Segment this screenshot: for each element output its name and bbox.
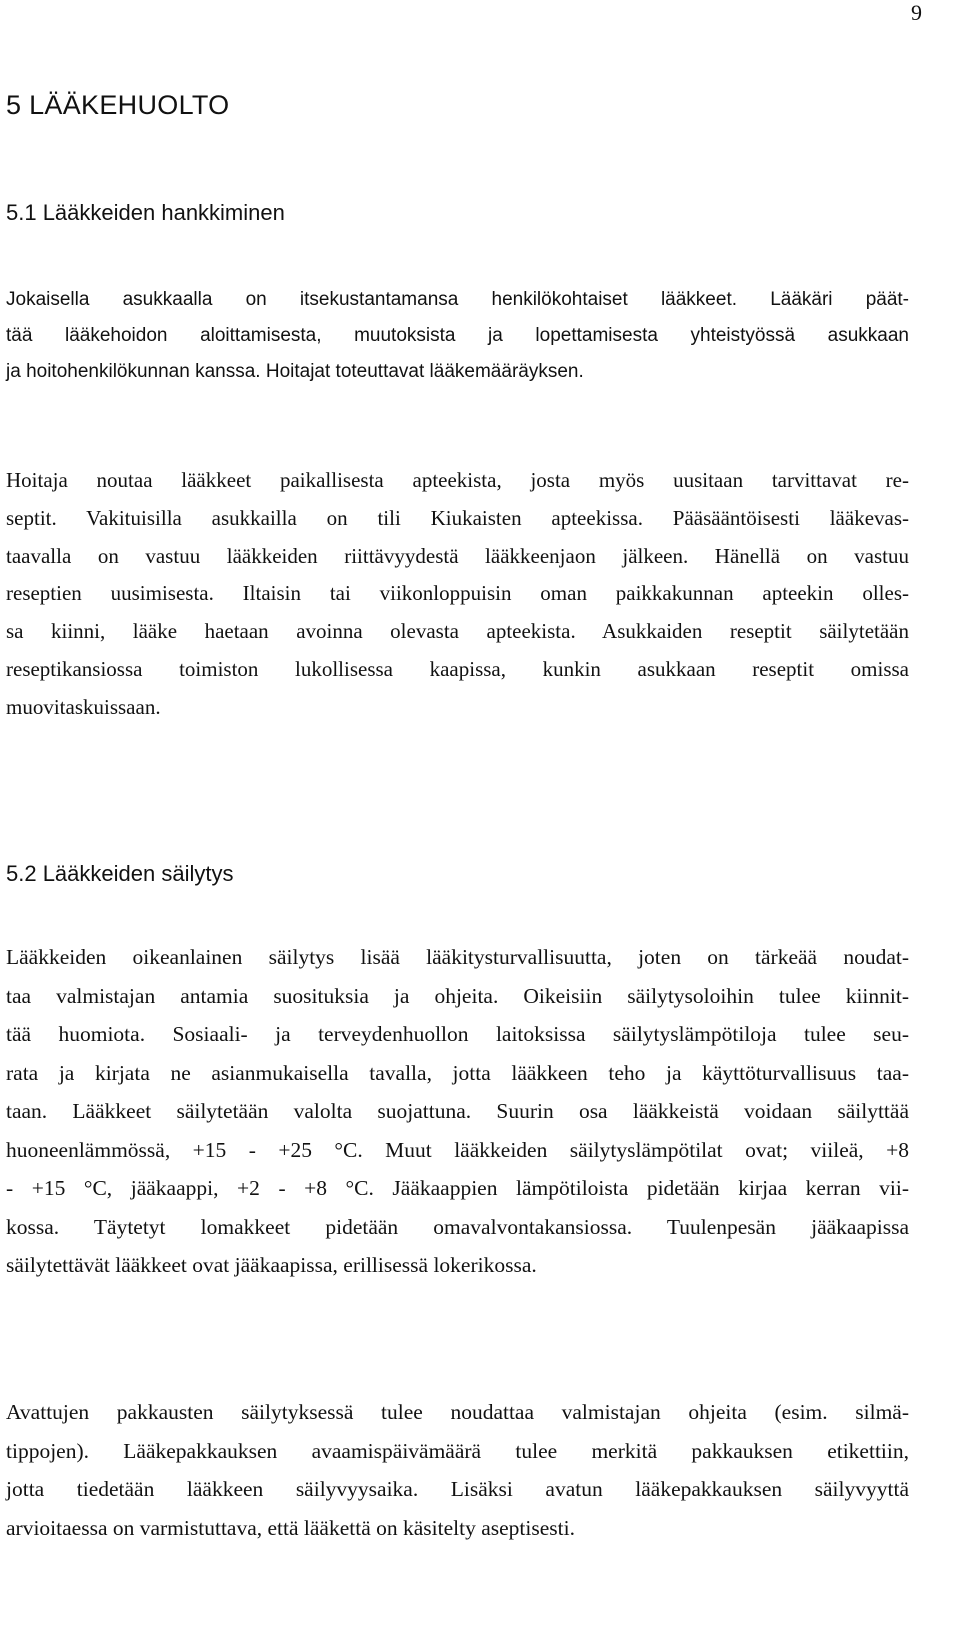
text-line: kossa. Täytetyt lomakkeet pidetään omavalvontakansiossa. Tuulenpesän jääkaapissa — [6, 1214, 909, 1239]
text-line: huoneenlämmössä, +15 - +25 °C. Muut lääkkeiden säilytyslämpötilat ovat; viileä, +8 — [6, 1137, 909, 1162]
paragraph-opened-packages — [6, 1393, 909, 1547]
text-line: sa kiinni, lääke haetaan avoinna olevasta apteekista. Asukkaiden reseptit säilytetään — [6, 619, 909, 644]
text-line: rata ja kirjata ne asianmukaisella tavalla, jotta lääkkeen teho ja käyttöturvallisuus taa- — [6, 1060, 909, 1085]
paragraph-medication-responsibility — [6, 282, 909, 390]
chapter-heading: 5 LÄÄKEHUOLTO — [6, 90, 230, 120]
section-heading-5-1: 5.1 Lääkkeiden hankkiminen — [6, 200, 285, 225]
text-line: taan. Lääkkeet säilytetään valolta suojattuna. Suurin osa lääkkeistä voidaan säilyttää — [6, 1099, 909, 1123]
text-line: jotta tiedetään lääkkeen säilyvyysaika. Lisäksi avatun lääkepakkauksen säilyvyyttä — [6, 1477, 909, 1501]
text-line: Jokaisella asukkaalla on itsekustantamansa henkilökohtaiset lääkkeet. Lääkäri päät- — [6, 289, 909, 310]
text-line: - +15 °C, jääkaappi, +2 - +8 °C. Jääkaappien lämpötiloista pidetään kirjaa kerran vii- — [6, 1176, 909, 1200]
text-line: Lääkkeiden oikeanlainen säilytys lisää lääkitysturvallisuutta, joten on tärkeää noudat- — [6, 945, 909, 969]
paragraph-storage-conditions — [6, 938, 909, 1285]
section-heading-5-2: 5.2 Lääkkeiden säilytys — [6, 861, 234, 886]
text-line: septit. Vakituisilla asukkailla on tili Kiukaisten apteekissa. Pääsääntöisesti lääkevas- — [6, 505, 909, 530]
text-line: tää lääkehoidon aloittamisesta, muutoksista ja lopettamisesta yhteistyössä asukkaan — [6, 325, 909, 346]
text-line: tippojen). Lääkepakkauksen avaamispäivämäärä tulee merkitä pakkauksen etikettiin, — [6, 1438, 909, 1463]
page-number: 9 — [911, 0, 922, 25]
text-line: reseptikansiossa toimiston lukollisessa kaapissa, kunkin asukkaan reseptit omissa — [6, 656, 909, 681]
text-line: arvioitaessa on varmistuttava, että lääkettä on käsitelty aseptisesti. — [6, 1515, 575, 1540]
text-line: Hoitaja noutaa lääkkeet paikallisesta apteekista, josta myös uusitaan tarvittavat re- — [6, 468, 909, 492]
text-line: taavalla on vastuu lääkkeiden riittävyydestä lääkkeenjaon jälkeen. Hänellä on vastuu — [6, 543, 909, 568]
paragraph-pharmacy-prescriptions — [6, 462, 909, 727]
text-line: taa valmistajan antamia suosituksia ja ohjeita. Oikeisiin säilytysoloihin tulee kiinnit- — [6, 983, 909, 1008]
text-line: Avattujen pakkausten säilytyksessä tulee noudattaa valmistajan ohjeita (esim. silmä- — [6, 1400, 909, 1424]
text-line: muovitaskuissaan. — [6, 694, 161, 719]
text-line: ja hoitohenkilökunnan kanssa. Hoitajat toteuttavat lääkemääräyksen. — [6, 361, 584, 382]
text-line: säilytettävät lääkkeet ovat jääkaapissa, erillisessä lokerikossa. — [6, 1253, 537, 1277]
text-line: tää huomiota. Sosiaali- ja terveydenhuollon laitoksissa säilytyslämpötiloja tulee seu- — [6, 1022, 909, 1046]
text-line: reseptien uusimisesta. Iltaisin tai viikonloppuisin oman paikkakunnan apteekin olles- — [6, 581, 909, 606]
